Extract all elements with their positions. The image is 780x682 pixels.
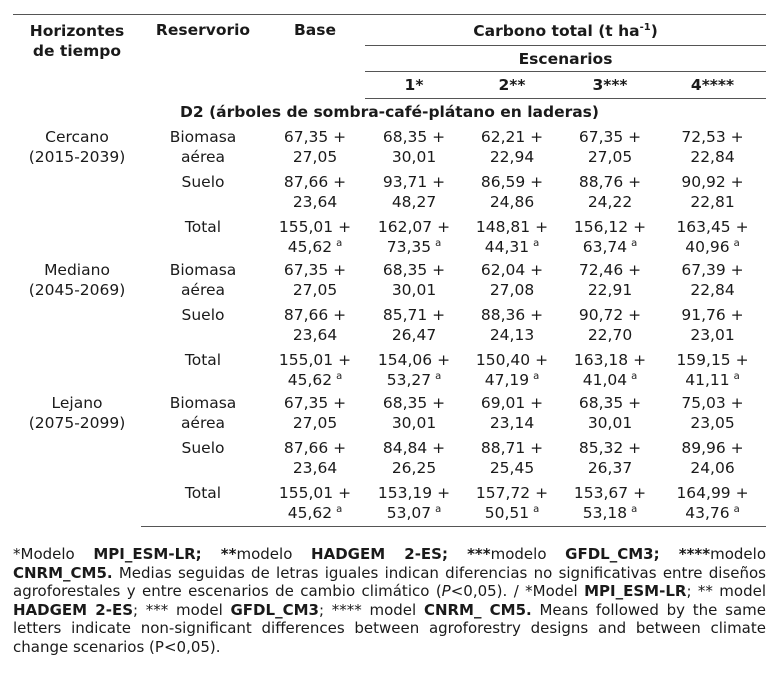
deviation-value: 45,62 (287, 371, 333, 389)
note-text: ; **** model (318, 600, 424, 619)
mean-value: 75,03 + (681, 394, 744, 412)
deviation-value: 24,86 (489, 193, 535, 211)
table-header (13, 15, 766, 99)
col-header-carbon (365, 15, 766, 46)
mean-value: 69,01 + (480, 394, 544, 412)
mean-value: 91,76 + (681, 306, 744, 324)
mean-value: 67,35 + (578, 128, 642, 146)
scenario-value-cell (365, 260, 463, 305)
deviation-value: 47,19 (484, 371, 530, 389)
deviation-value: 30,01 (391, 414, 437, 432)
reservoir-label: Total (184, 351, 222, 369)
table-body (13, 99, 766, 527)
reservoir-label: aérea (180, 414, 226, 432)
col-header-horizons (13, 15, 141, 99)
deviation-value: 23,64 (292, 193, 338, 211)
scenario-value-cell (561, 438, 659, 483)
significance-letter: a (435, 503, 442, 515)
note-text: *Modelo (13, 545, 94, 563)
mean-value: 62,04 + (480, 261, 544, 279)
carbon-table (13, 14, 766, 527)
reservoir-label: Total (184, 484, 222, 502)
carbon-label: Carbono total (t ha (473, 22, 640, 40)
mean-value: 84,84 + (382, 439, 446, 457)
deviation-value: 53,18 (582, 504, 628, 522)
mean-value: 162,07 + (377, 218, 451, 236)
scenario-value-cell (659, 260, 766, 305)
significance-letter: a (533, 370, 540, 382)
reservoir-cell (141, 350, 265, 393)
note-bold: CNRM_ CM5. (423, 600, 532, 619)
horizon-label: (2045-2069) (28, 281, 126, 299)
horizon-label: Cercano (45, 128, 109, 146)
mean-value: 68,35 + (382, 394, 446, 412)
significance-letter: a (631, 237, 638, 249)
horizon-label: Lejano (51, 394, 103, 412)
mean-value: 72,53 + (681, 128, 744, 146)
mean-value: 89,96 + (681, 439, 744, 457)
scenario-value-cell (463, 438, 561, 483)
scenario-value-cell (463, 260, 561, 305)
deviation-value: 45,62 (287, 504, 333, 522)
mean-value: 72,46 + (578, 261, 642, 279)
table-row (13, 127, 766, 172)
note-bold: MPI_ESM-LR; ** (93, 545, 237, 563)
horizon-cell (13, 260, 141, 393)
col-header-scenarios: Escenarios (365, 46, 766, 72)
base-value-cell (265, 172, 365, 217)
base-value-cell (265, 350, 365, 393)
scenario-value-cell (561, 217, 659, 260)
significance-letter: a (336, 237, 343, 249)
reservoir-label: aérea (180, 148, 226, 166)
reservoir-cell (141, 260, 265, 305)
significance-letter: a (435, 237, 442, 249)
reservoir-cell (141, 305, 265, 350)
deviation-value: 23,05 (690, 414, 735, 432)
reservoir-label: Biomasa (169, 261, 237, 279)
reservoir-label: Total (184, 218, 222, 236)
mean-value: 87,66 + (283, 173, 347, 191)
deviation-value: 27,05 (587, 148, 633, 166)
carbon-unit-exponent: -1 (639, 21, 651, 33)
base-value-cell (265, 260, 365, 305)
deviation-value: 24,06 (690, 459, 735, 477)
significance-letter: a (435, 370, 442, 382)
base-value-cell (265, 393, 365, 438)
note-italic: P (441, 582, 451, 600)
section-title: D2 (árboles de sombra-café-plátano en laderas) (180, 103, 599, 121)
reservoir-cell (141, 393, 265, 438)
deviation-value: 23,01 (690, 326, 735, 344)
deviation-value: 27,05 (292, 414, 338, 432)
reservoir-label: Suelo (181, 173, 225, 191)
mean-value: 67,35 + (283, 394, 347, 412)
mean-value: 85,71 + (382, 306, 446, 324)
deviation-value: 27,05 (292, 148, 338, 166)
scenario-value-cell (463, 172, 561, 217)
col-header-base: Base (293, 21, 336, 39)
mean-value: 155,01 + (278, 351, 352, 369)
deviation-value: 40,96 (685, 238, 730, 256)
mean-value: 88,71 + (480, 439, 544, 457)
significance-letter: a (733, 370, 740, 382)
reservoir-label: Biomasa (169, 394, 237, 412)
col-header-reservoir: Reservorio (155, 21, 251, 39)
deviation-value: 48,27 (391, 193, 437, 211)
note-bold: CNRM_CM5. (13, 563, 113, 582)
reservoir-cell (141, 172, 265, 217)
deviation-value: 41,11 (685, 371, 730, 389)
scenario-value-cell (463, 350, 561, 393)
col-header-scenario-4: 4**** (659, 72, 766, 99)
scenario-value-cell (365, 217, 463, 260)
deviation-value: 27,08 (489, 281, 535, 299)
scenario-value-cell (659, 350, 766, 393)
scenario-value-cell (561, 305, 659, 350)
deviation-value: 30,01 (391, 281, 437, 299)
mean-value: 62,21 + (480, 128, 544, 146)
scenario-value-cell (463, 127, 561, 172)
scenario-value-cell (659, 393, 766, 438)
deviation-value: 23,64 (292, 326, 338, 344)
mean-value: 87,66 + (283, 439, 347, 457)
mean-value: 90,72 + (578, 306, 642, 324)
note-text: Medias seguidas de letras iguales indican diferencias no significativas entre diseños agroforestales y entre escenarios de cambio climático ( (13, 563, 766, 600)
table-row (13, 260, 766, 305)
scenario-value-cell (659, 305, 766, 350)
note-text: modelo (236, 545, 312, 563)
mean-value: 90,92 + (681, 173, 744, 191)
deviation-value: 24,22 (587, 193, 633, 211)
deviation-value: 30,01 (391, 148, 437, 166)
mean-value: 68,35 + (382, 261, 446, 279)
mean-value: 150,40 + (475, 351, 549, 369)
col-header-scenario-3: 3*** (561, 72, 659, 99)
reservoir-label: aérea (180, 281, 226, 299)
deviation-value: 22,94 (489, 148, 535, 166)
deviation-value: 22,70 (587, 326, 633, 344)
deviation-value: 63,74 (582, 238, 628, 256)
mean-value: 88,36 + (480, 306, 544, 324)
reservoir-label: Biomasa (169, 128, 237, 146)
deviation-value: 26,47 (391, 326, 437, 344)
mean-value: 67,39 + (681, 261, 744, 279)
table-footnote (13, 545, 766, 656)
deviation-value: 23,14 (489, 414, 535, 432)
carbon-label-close: ) (650, 22, 658, 40)
deviation-value: 26,25 (391, 459, 437, 477)
deviation-value: 45,62 (287, 238, 333, 256)
horizon-label: (2015-2039) (28, 148, 126, 166)
significance-letter: a (631, 503, 638, 515)
significance-letter: a (336, 370, 343, 382)
deviation-value: 43,76 (685, 504, 730, 522)
scenario-value-cell (365, 350, 463, 393)
reservoir-cell (141, 483, 265, 527)
scenario-value-cell (365, 172, 463, 217)
note-text: ; *** model (133, 600, 231, 619)
scenario-value-cell (463, 217, 561, 260)
note-text: ; ** model (686, 582, 767, 600)
deviation-value: 53,27 (386, 371, 432, 389)
note-bold: GFDL_CM3; **** (565, 545, 711, 563)
significance-letter: a (533, 503, 540, 515)
scenario-value-cell (365, 393, 463, 438)
significance-letter: a (733, 237, 740, 249)
note-bold: HADGEM 2-ES; *** (311, 545, 491, 563)
header-horizons-line1: Horizontes (29, 22, 125, 40)
reservoir-cell (141, 217, 265, 260)
significance-letter: a (631, 370, 638, 382)
note-text: Means followed by the same letters indicate non-significant differences between agroforestry designs and between climate change scenarios (P<0,05). (13, 600, 766, 656)
horizon-cell (13, 127, 141, 260)
scenario-value-cell (463, 305, 561, 350)
mean-value: 163,18 + (573, 351, 647, 369)
note-text: <0,05). / *Model (450, 582, 585, 600)
scenario-value-cell (659, 127, 766, 172)
deviation-value: 41,04 (582, 371, 628, 389)
scenario-value-cell (561, 350, 659, 393)
deviation-value: 22,81 (690, 193, 735, 211)
base-value-cell (265, 438, 365, 483)
scenario-value-cell (561, 172, 659, 217)
note-bold: HADGEM 2-ES (13, 600, 134, 619)
deviation-value: 44,31 (484, 238, 530, 256)
scenario-value-cell (659, 438, 766, 483)
base-value-cell (265, 127, 365, 172)
scenario-value-cell (365, 483, 463, 527)
significance-letter: a (733, 503, 740, 515)
col-header-scenario-1: 1* (365, 72, 463, 99)
mean-value: 164,99 + (676, 484, 749, 502)
scenario-value-cell (561, 127, 659, 172)
reservoir-label: Suelo (181, 306, 225, 324)
deviation-value: 50,51 (484, 504, 530, 522)
mean-value: 85,32 + (578, 439, 642, 457)
header-horizons-line2: de tiempo (32, 42, 122, 60)
mean-value: 93,71 + (382, 173, 446, 191)
scenario-value-cell (365, 438, 463, 483)
mean-value: 88,76 + (578, 173, 642, 191)
scenario-value-cell (561, 393, 659, 438)
horizon-cell (13, 393, 141, 527)
significance-letter: a (336, 503, 343, 515)
deviation-value: 24,13 (489, 326, 535, 344)
deviation-value: 23,64 (292, 459, 338, 477)
significance-letter: a (533, 237, 540, 249)
mean-value: 86,59 + (480, 173, 544, 191)
note-bold: GFDL_CM3 (230, 600, 319, 619)
deviation-value: 53,07 (386, 504, 432, 522)
mean-value: 157,72 + (475, 484, 549, 502)
scenario-value-cell (365, 127, 463, 172)
horizon-label: Mediano (44, 261, 110, 279)
scenario-value-cell (561, 260, 659, 305)
mean-value: 68,35 + (382, 128, 446, 146)
mean-value: 155,01 + (278, 218, 352, 236)
reservoir-cell (141, 438, 265, 483)
mean-value: 87,66 + (283, 306, 347, 324)
scenario-value-cell (561, 483, 659, 527)
deviation-value: 27,05 (292, 281, 338, 299)
scenario-value-cell (365, 305, 463, 350)
scenario-value-cell (659, 483, 766, 527)
note-text: modelo (710, 545, 766, 563)
deviation-value: 73,35 (386, 238, 432, 256)
deviation-value: 30,01 (587, 414, 633, 432)
col-header-scenario-2: 2** (463, 72, 561, 99)
mean-value: 159,15 + (676, 351, 749, 369)
scenario-value-cell (659, 217, 766, 260)
note-text: modelo (490, 545, 566, 563)
mean-value: 156,12 + (573, 218, 647, 236)
scenario-value-cell (659, 172, 766, 217)
note-bold: MPI_ESM-LR (584, 582, 687, 600)
mean-value: 153,67 + (573, 484, 647, 502)
mean-value: 154,06 + (377, 351, 451, 369)
deviation-value: 25,45 (489, 459, 535, 477)
mean-value: 163,45 + (676, 218, 749, 236)
mean-value: 68,35 + (578, 394, 642, 412)
horizon-label: (2075-2099) (28, 414, 126, 432)
deviation-value: 26,37 (587, 459, 633, 477)
table-page (13, 14, 766, 656)
base-value-cell (265, 305, 365, 350)
base-value-cell (265, 483, 365, 527)
reservoir-label: Suelo (181, 439, 225, 457)
mean-value: 67,35 + (283, 128, 347, 146)
mean-value: 153,19 + (377, 484, 451, 502)
mean-value: 148,81 + (475, 218, 549, 236)
mean-value: 67,35 + (283, 261, 347, 279)
table-row (13, 393, 766, 438)
scenario-value-cell (463, 483, 561, 527)
deviation-value: 22,84 (690, 281, 735, 299)
reservoir-cell (141, 127, 265, 172)
scenario-value-cell (463, 393, 561, 438)
deviation-value: 22,84 (690, 148, 735, 166)
base-value-cell (265, 217, 365, 260)
mean-value: 155,01 + (278, 484, 352, 502)
deviation-value: 22,91 (587, 281, 633, 299)
